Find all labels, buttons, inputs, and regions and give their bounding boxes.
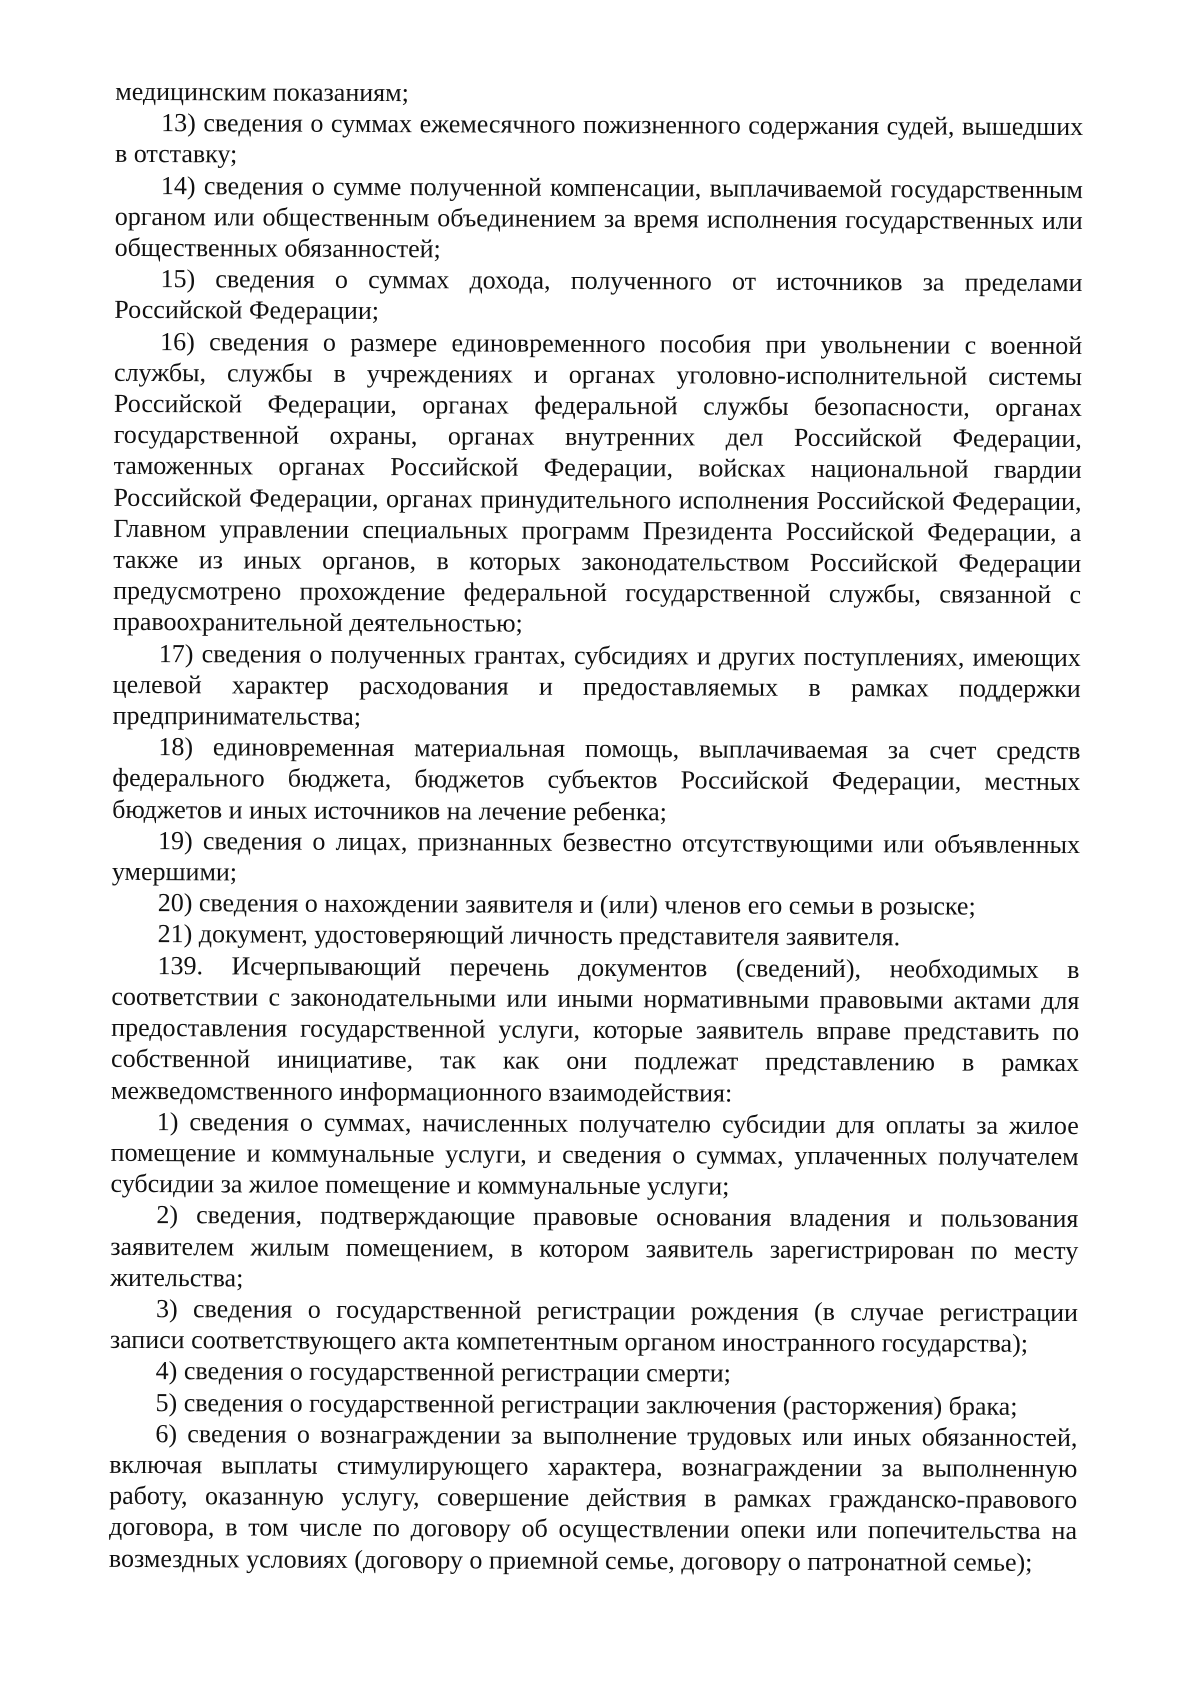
list-item-5: 5) сведения о государственной регистрации заключения (расторжения) брака; <box>155 1387 1018 1421</box>
list-item-15: 15) сведения о суммах дохода, полученного от источников за пределами Российской Федерации; <box>114 264 1083 326</box>
list-item-14: 14) сведения о сумме полученной компенсации, выплачиваемой государственным органом или общественным объединением за время исполнения государственных или общественных обязанностей; <box>114 170 1083 264</box>
list-item-6: 6) сведения о вознаграждении за выполнение трудовых или иных обязанностей, включая выплаты стимулирующего характера, вознаграждении за выполненную работу, оказанную услугу, совершение действия в рамках гражданско-правового договора, в том числе по договору об осуществлении опеки или попечительства на возмездных условиях (договору о приемной семье, договору о патронатной семье); <box>108 1418 1078 1577</box>
list-item-16: 16) сведения о размере единовременного пособия при увольнении с военной службы, службы в учреждениях и органах уголовно-исполнительной системы Российской Федерации, органах федеральной службы безопасности, органах государственной охраны, органах внутренних дел Российской Федерации, таможенных органах Российской Федерации, войсках национальной гвардии Российской Федерации, органах принудительного исполнения Российской Федерации, Главном управлении специальных программ Президента Российской Федерации, а также из иных органов, в которых законодательством Российской Федерации предусмотрено прохождение федеральной государственной службы, связанной с правоохранительной деятельностью; <box>112 326 1083 639</box>
list-item-3: 3) сведения о государственной регистрации рождения (в случае регистрации записи соответствующего акта компетентным органом иностранного государства); <box>109 1293 1079 1358</box>
list-item-19: 19) сведения о лицах, признанных безвестно отсутствующими или объявленных умершими; <box>111 825 1081 887</box>
list-item-13: 13) сведения о суммах ежемесячного пожизненного содержания судей, вышедших в отставку; <box>114 108 1084 169</box>
list-item-4: 4) сведения о государственной регистрации смерти; <box>155 1356 731 1388</box>
section-139: 139. Исчерпывающий перечень документов (сведений), необходимых в соответствии с законодательными или иными нормативными правовыми актами для предоставления государственной услуги, которые заявитель вправе представить по собственной инициативе, так как они подлежат представлению в рамках межведомственного информационного взаимодействия: <box>110 950 1080 1108</box>
list-item-20: 20) сведения о нахождении заявителя и (или) членов его семьи в розыске; <box>157 888 976 921</box>
list-item-18: 18) единовременная материальная помощь, выплачиваемая за счет средств федерального бюджета, бюджетов субъектов Российской Федерации, местных бюджетов и иных источников на лечение ребенка; <box>112 732 1081 826</box>
paragraph-continuation: медицинским показаниям; <box>115 76 409 108</box>
list-item-2: 2) сведения, подтверждающие правовые основания владения и пользования заявителем жилым помещением, в котором заявитель зарегистрирован по месту жительства; <box>110 1200 1079 1293</box>
list-item-1: 1) сведения о суммах, начисленных получателю субсидии для оплаты за жилое помещение и коммунальные услуги, и сведения о суммах, уплаченных получателем субсидии за жилое помещение и коммунальные услуги; <box>110 1106 1079 1201</box>
list-item-21: 21) документ, удостоверяющий личность представителя заявителя. <box>157 919 901 952</box>
list-item-17: 17) сведения о полученных грантах, субсидиях и других поступлениях, имеющих целевой характер расходования и предоставляемых в рамках поддержки предпринимательства; <box>112 638 1081 732</box>
